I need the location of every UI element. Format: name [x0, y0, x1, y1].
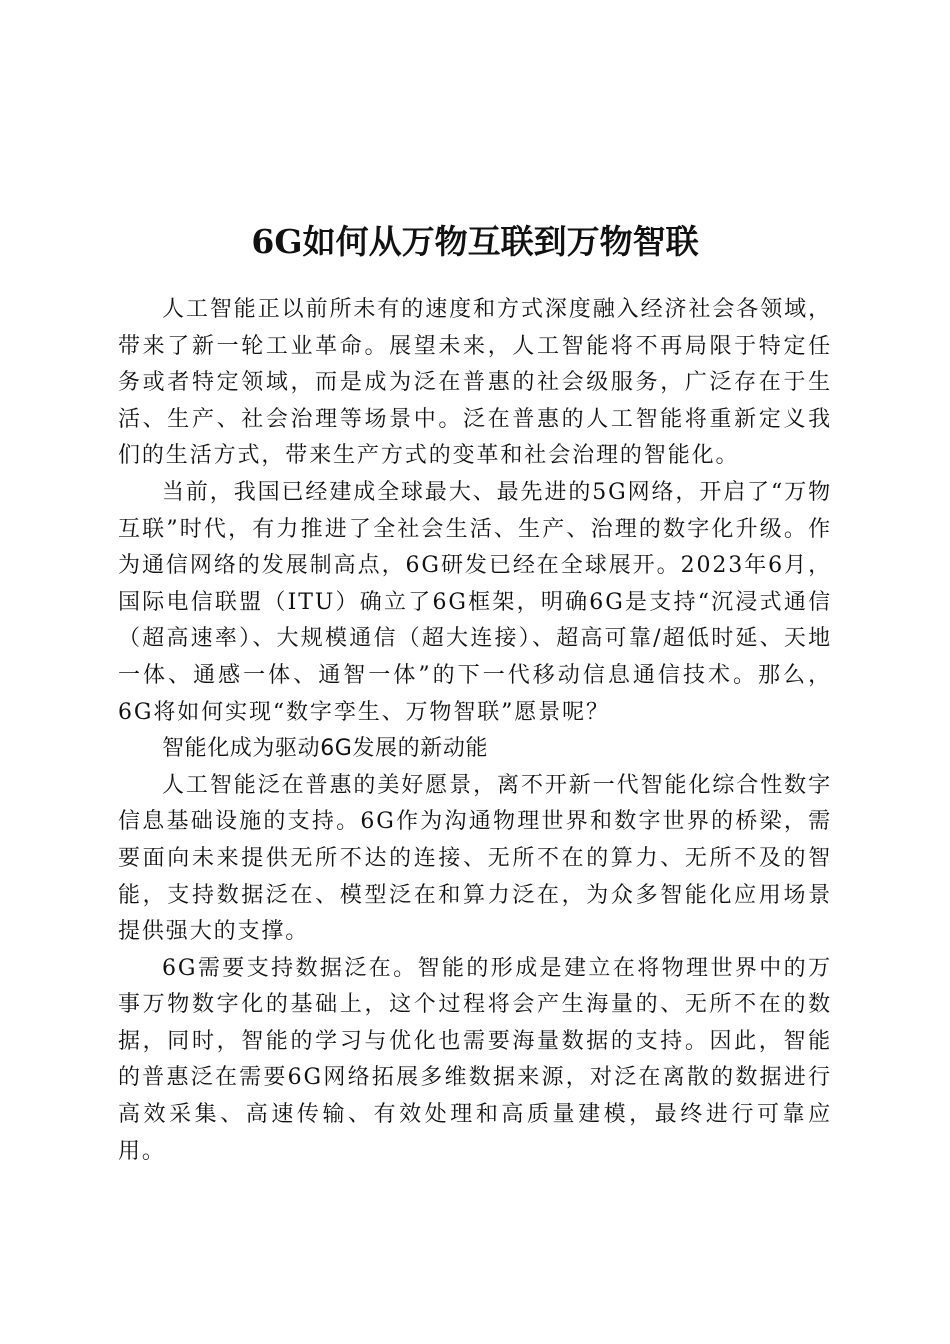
section-heading: 智能化成为驱动6G发展的新动能 [162, 736, 489, 762]
paragraph-intro: 人工智能正以前所未有的速度和方式深度融入经济社会各领域，带来了新一轮工业革命。展望未来，人工智能将不再局限于特定任务或者特定领域，而是成为泛在普惠的社会级服务，广泛存在于生活、生产、社会治理等场景中。泛在普惠的人工智能将重新定义我们的生活方式，带来生产方式的变革和社会治理的智能化。 [118, 297, 832, 469]
document-body [118, 292, 832, 1170]
page-title: 6G如何从万物互联到万物智联 [251, 222, 699, 262]
paragraph-data-ubiquity: 6G需要支持数据泛在。智能的形成是建立在将物理世界中的万事万物数字化的基础上，这个过程将会产生海量的、无所不在的数据，同时，智能的学习与优化也需要海量数据的支持。因此，智能的普惠泛在需要6G网络拓展多维数据来源，对泛在离散的数据进行高效采集、高速传输、有效处理和高质量建模，最终进行可靠应用。 [118, 955, 832, 1164]
paragraph-5g-6g: 当前，我国已经建成全球最大、最先进的5G网络，开启了“万物互联”时代，有力推进了全社会生活、生产、治理的数字化升级。作为通信网络的发展制高点，6G研发已经在全球展开。2023年6月，国际电信联盟（ITU）确立了6G框架，明确6G是支持“沉浸式通信（超高速率）、大规模通信（超大连接）、超高可靠/超低时延、天地一体、通感一体、通智一体”的下一代移动信息通信技术。那么，6G将如何实现“数字孪生、万物智联”愿景呢？ [118, 479, 832, 725]
paragraph-intelligence: 人工智能泛在普惠的美好愿景，离不开新一代智能化综合性数字信息基础设施的支持。6G作为沟通物理世界和数字世界的桥梁，需要面向未来提供无所不达的连接、无所不在的算力、无所不及的智能，支持数据泛在、模型泛在和算力泛在，为众多智能化应用场景提供强大的支撑。 [118, 772, 832, 945]
